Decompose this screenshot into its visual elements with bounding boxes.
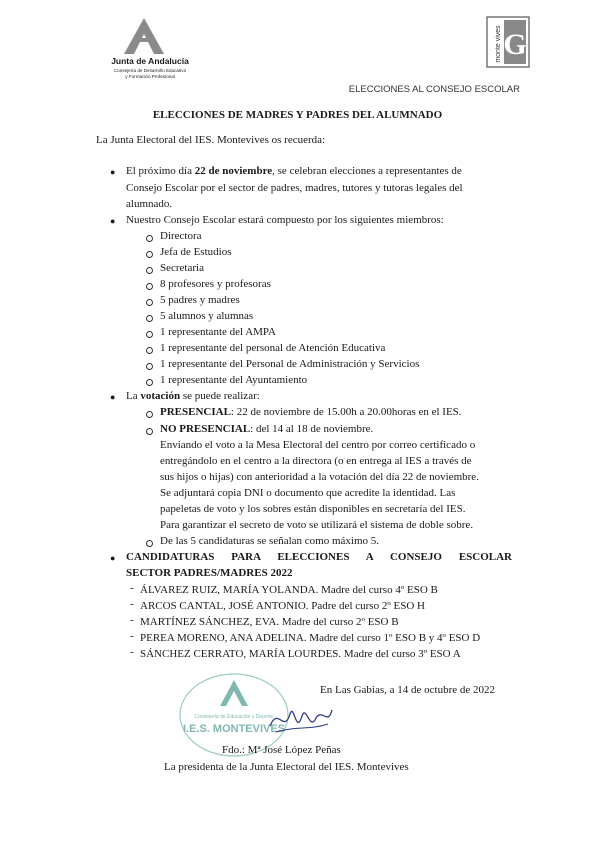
bullet2-text: Nuestro Consejo Escolar estará compuesto por los siguientes miembros:	[126, 214, 444, 226]
ring-bullet-icon	[146, 411, 153, 418]
bullet-icon: ●	[110, 553, 116, 563]
candidate-item: SÁNCHEZ CERRATO, MARÍA LOURDES. Madre del curso 3º ESO A	[140, 648, 461, 660]
school-logo-text: monte vives	[495, 25, 502, 63]
presencial-line: PRESENCIAL: 22 de noviembre de 15.00h a 20.00horas en el IES.	[160, 406, 462, 418]
ring-bullet-icon	[146, 379, 153, 386]
stamp-sub: Consejería de Educación y Deporte	[194, 714, 274, 720]
ring-bullet-icon	[146, 235, 153, 242]
bullet-icon: ●	[110, 216, 116, 226]
stamp-text: I.E.S. MONTEVIVES	[182, 723, 286, 735]
member-item: 1 representante del Ayuntamiento	[160, 374, 308, 386]
member-item: 5 padres y madres	[160, 294, 240, 306]
ring-bullet-icon	[146, 331, 153, 338]
bullet-icon: ●	[110, 392, 116, 402]
dash-bullet-icon: -	[130, 598, 134, 610]
member-item: 1 representante del Personal de Administración y Servicios	[160, 358, 420, 370]
bullet3-text: La votación se puede realizar:	[126, 390, 260, 402]
member-item: Jefa de Estudios	[160, 246, 232, 258]
junta-andalucia-logo	[80, 18, 220, 90]
president-title: La presidenta de la Junta Electoral del IES. Montevives	[164, 761, 409, 773]
document-title: ELECCIONES DE MADRES Y PADRES DEL ALUMNADO	[152, 109, 443, 121]
svg-text:G: G	[503, 28, 527, 61]
no-presencial-line: NO PRESENCIAL: del 14 al 18 de noviembre.	[160, 423, 374, 435]
ring-bullet-icon	[146, 347, 153, 354]
election-date: 22 de noviembre	[194, 165, 273, 177]
signature	[266, 696, 336, 745]
ring-bullet-icon	[146, 251, 153, 258]
org-name: Junta de Andalucía	[111, 56, 189, 66]
ring-bullet-icon	[146, 363, 153, 370]
dash-bullet-icon: -	[130, 614, 134, 626]
member-item: 1 representante del personal de Atención Educativa	[160, 342, 386, 354]
candidate-item: PEREA MORENO, ANA ADELINA. Madre del curso 1º ESO B y 4º ESO D	[140, 632, 481, 644]
member-item: Directora	[160, 230, 202, 242]
ring-bullet-icon	[146, 283, 153, 290]
ring-bullet-icon	[146, 428, 153, 435]
max-note: De las 5 candidaturas se señalan como máximo 5.	[160, 535, 380, 547]
voting-detail-line: Para garantizar el secreto de voto se utilizará el sistema de doble sobre.	[160, 519, 474, 531]
city-date: En Las Gabias, a 14 de octubre de 2022	[320, 684, 496, 696]
ring-bullet-icon	[146, 540, 153, 547]
dash-bullet-icon: -	[130, 582, 134, 594]
bullet-icon: ●	[110, 167, 116, 177]
voting-detail-line: sus hijos o hijas) con anterioridad a la votación del día 22 de noviembre.	[160, 471, 479, 483]
dash-bullet-icon: -	[130, 630, 134, 642]
member-item: 1 representante del AMPA	[160, 326, 276, 338]
ring-bullet-icon	[146, 299, 153, 306]
header-right-title: ELECCIONES AL CONSEJO ESCOLAR	[348, 84, 520, 95]
signatory: Fdo.: Mª José López Peñas	[222, 744, 341, 756]
dash-bullet-icon: -	[130, 646, 134, 658]
voting-detail-line: Se adjuntará copia DNI o documento que acredite la identidad. Las	[160, 487, 456, 499]
voting-detail-line: papeletas de voto y los sobres están disponibles en secretaría del IES.	[160, 503, 466, 515]
candidates-subheading: SECTOR PADRES/MADRES 2022	[126, 567, 293, 579]
member-item: 5 alumnos y alumnas	[160, 310, 254, 322]
bullet1-line3: alumnado.	[126, 198, 173, 210]
bullet1-line1: El próximo día 22 de noviembre, se celebran elecciones a representantes de	[126, 165, 462, 177]
intro-text: La Junta Electoral del IES. Montevives os recuerda:	[96, 134, 326, 146]
candidates-heading: CANDIDATURAS PARA ELECCIONES A CONSEJO ESCOLAR	[126, 551, 512, 563]
ring-bullet-icon	[146, 315, 153, 322]
org-subtitle: Consejería de Desarrollo Educativo y Formación Profesional	[113, 68, 187, 79]
montevives-logo-icon	[486, 16, 530, 68]
bullet1-line2: Consejo Escolar por el sector de padres, madres, tutores y tutoras legales del	[126, 182, 463, 194]
member-item: Secretaria	[160, 262, 204, 274]
ring-bullet-icon	[146, 267, 153, 274]
candidate-item: ÁLVAREZ RUIZ, MARÍA YOLANDA. Madre del curso 4º ESO B	[140, 584, 438, 596]
member-item: 8 profesores y profesoras	[160, 278, 271, 290]
voting-detail-line: entregándolo en el centro a la directora (o en entrega al IES a través de	[160, 455, 472, 467]
voting-detail-line: Enviando el voto a la Mesa Electoral del centro por correo certificado o	[160, 439, 476, 451]
school-logo	[486, 16, 530, 73]
junta-andalucia-emblem-icon	[124, 18, 164, 54]
candidate-item: ARCOS CANTAL, JOSÉ ANTONIO. Padre del curso 2º ESO H	[140, 600, 425, 612]
candidate-item: MARTÍNEZ SÁNCHEZ, EVA. Madre del curso 2º ESO B	[140, 616, 399, 628]
